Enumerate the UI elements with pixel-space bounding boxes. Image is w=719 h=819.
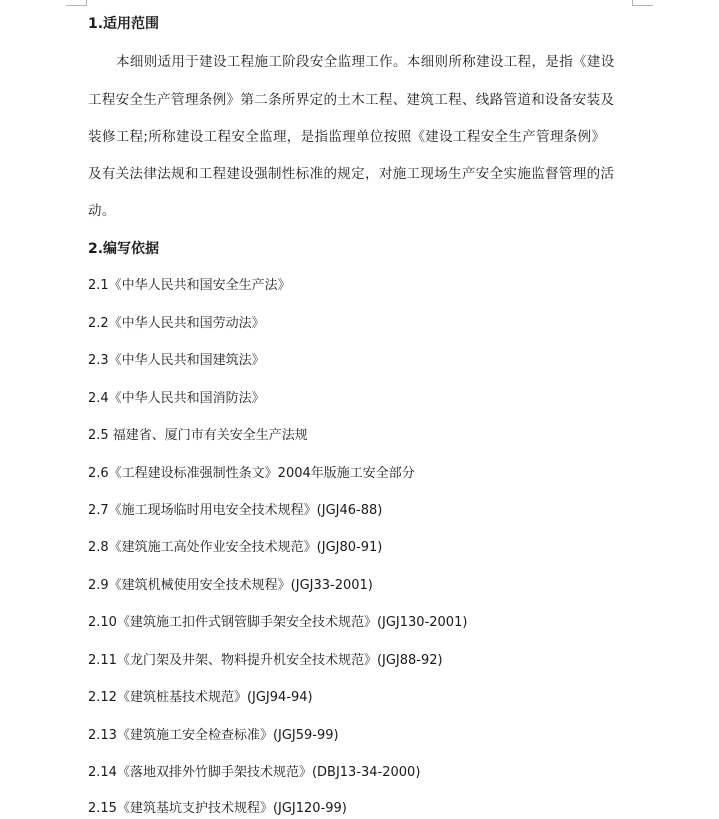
- reference-item: 2.1《中华人民共和国安全生产法》: [88, 278, 291, 293]
- reference-item: 2.10《建筑施工扣件式钢管脚手架安全技术规范》(JGJ130-2001): [88, 615, 468, 630]
- paragraph-line: 装修工程;所称建设工程安全监理，是指监理单位按照《建设工程安全生产管理条例》: [88, 129, 606, 145]
- section-1-heading: 1.适用范围: [88, 16, 160, 32]
- reference-item: 2.2《中华人民共和国劳动法》: [88, 316, 265, 331]
- reference-item: 2.7《施工现场临时用电安全技术规程》(JGJ46-88): [88, 503, 383, 518]
- paragraph-line: 本细则适用于建设工程施工阶段安全监理工作。本细则所称建设工程，是指《建设: [116, 54, 615, 70]
- paragraph-line: 动。: [88, 203, 116, 219]
- reference-item: 2.15《建筑基坑支护技术规程》(JGJ120-99): [88, 801, 347, 816]
- paragraph-line: 及有关法律法规和工程建设强制性标准的规定，对施工现场生产安全实施监督管理的活: [88, 166, 615, 182]
- reference-item: 2.5 福建省、厦门市有关安全生产法规: [88, 428, 308, 443]
- reference-item: 2.9《建筑机械使用安全技术规程》(JGJ33-2001): [88, 578, 373, 593]
- section-2-heading: 2.编写依据: [88, 241, 160, 257]
- paragraph-line: 工程安全生产管理条例》第二条所界定的土木工程、建筑工程、线路管道和设备安装及: [88, 92, 615, 108]
- reference-item: 2.13《建筑施工安全检查标准》(JGJ59-99): [88, 728, 339, 743]
- reference-item: 2.3《中华人民共和国建筑法》: [88, 353, 265, 368]
- reference-item: 2.14《落地双排外竹脚手架技术规范》(DBJ13-34-2000): [88, 765, 421, 780]
- reference-item: 2.4《中华人民共和国消防法》: [88, 391, 265, 406]
- reference-item: 2.6《工程建设标准强制性条文》2004年版施工安全部分: [88, 466, 415, 481]
- reference-item: 2.11《龙门架及井架、物料提升机安全技术规范》(JGJ88-92): [88, 653, 443, 668]
- reference-item: 2.8《建筑施工高处作业安全技术规范》(JGJ80-91): [88, 540, 383, 555]
- reference-item: 2.12《建筑桩基技术规范》(JGJ94-94): [88, 690, 313, 705]
